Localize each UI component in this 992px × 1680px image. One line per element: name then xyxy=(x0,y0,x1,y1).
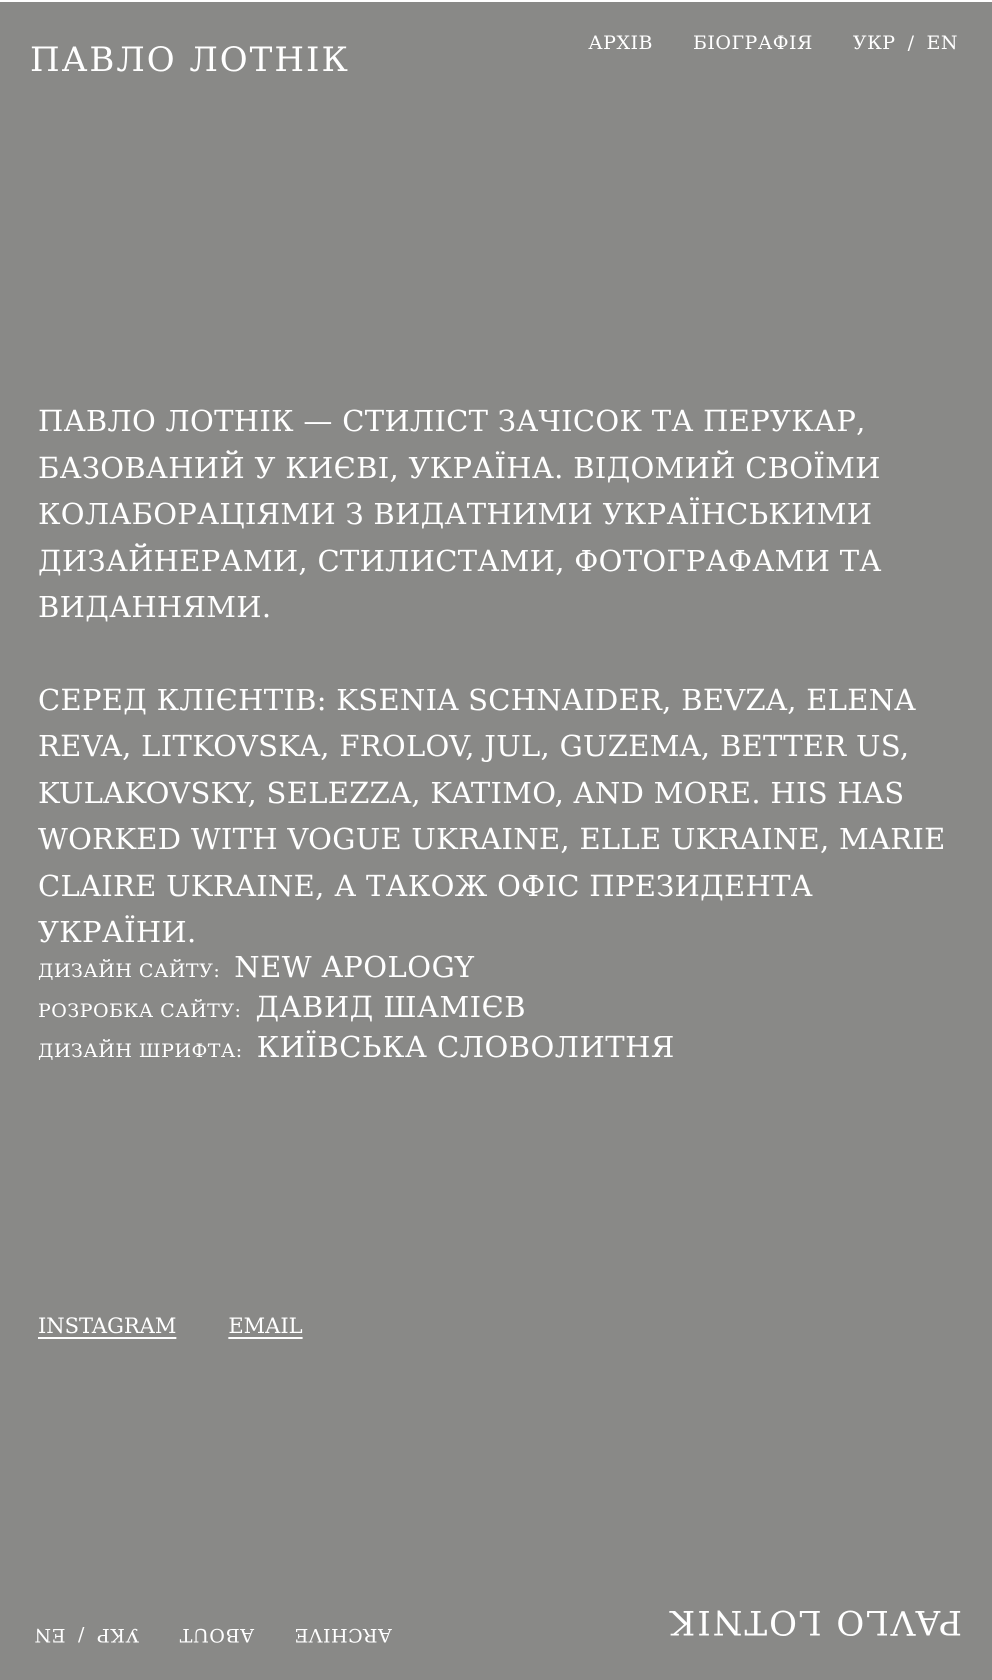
footer-lang-ukr-link[interactable]: УКР xyxy=(96,1624,140,1646)
nav-biography-link[interactable]: БІОГРАФІЯ xyxy=(692,32,813,54)
footer-lang-en-link[interactable]: EN xyxy=(34,1624,66,1646)
credit-value: КИЇВСЬКА СЛОВОЛИТНЯ xyxy=(256,1030,675,1064)
social-links xyxy=(38,1314,355,1338)
credit-value: ДАВИД ШАМІЄВ xyxy=(255,990,527,1024)
main-nav xyxy=(588,32,958,54)
site-credits xyxy=(38,950,938,1070)
lang-separator: / xyxy=(907,32,915,54)
footer-nav xyxy=(34,1624,392,1646)
footer-lang-separator: / xyxy=(77,1624,85,1646)
footer-about-link[interactable]: ABOUT xyxy=(179,1624,254,1646)
credit-value: NEW APOLOGY xyxy=(234,950,475,984)
credit-label: ДИЗАЙН САЙТУ: xyxy=(38,960,221,982)
biography-text xyxy=(38,398,958,1002)
footer-logo[interactable]: PAVLO LOTNIK xyxy=(667,1602,962,1642)
site-logo[interactable]: ПАВЛО ЛОТНІК xyxy=(30,40,350,80)
lang-ukr-link[interactable]: УКР xyxy=(852,32,896,54)
bio-paragraph-intro: ПАВЛО ЛОТНІК — СТИЛІСТ ЗАЧІСОК ТА ПЕРУКАР, БАЗОВАНИЙ У КИЄВІ, УКРАЇНА. ВІДОМИЙ СВОЇМИ КОЛАБОРАЦІЯМИ З ВИДАТНИМИ УКРАЇНСЬКИМИ ДИЗАЙНЕРАМИ, СТИЛИСТАМИ, ФОТОГРАФАМИ ТА ВИДАННЯМИ. xyxy=(38,404,882,624)
bio-paragraph-clients: СЕРЕД КЛІЄНТІВ: KSENIA SCHNAIDER, BEVZA, ELENA REVA, LITKOVSKA, FROLOV, JUL, GUZEMA, BETTER US, KULAKOVSKY, SELEZZA, KATIMO, AND MORE. HIS HAS WORKED WITH VOGUE UKRAINE, ELLE UKRAINE, MARIE CLAIRE UKRAINE, А ТАКОЖ ОФІС ПРЕЗИДЕНТА УКРАЇНИ. xyxy=(38,682,946,949)
credit-label: РОЗРОБКА САЙТУ: xyxy=(38,1000,242,1022)
top-border xyxy=(0,0,992,2)
nav-archive-link[interactable]: АРХІВ xyxy=(588,32,653,54)
credit-row-development xyxy=(38,990,938,1030)
credit-row-font xyxy=(38,1030,938,1070)
footer-archive-link[interactable]: ARCHIVE xyxy=(293,1624,392,1646)
lang-en-link[interactable]: EN xyxy=(926,32,958,54)
credit-row-design xyxy=(38,950,938,990)
instagram-link[interactable]: INSTAGRAM xyxy=(38,1314,177,1338)
site-footer-flipped xyxy=(0,1560,992,1680)
email-link[interactable]: EMAIL xyxy=(228,1314,303,1338)
credit-label: ДИЗАЙН ШРИФТА: xyxy=(38,1040,243,1062)
